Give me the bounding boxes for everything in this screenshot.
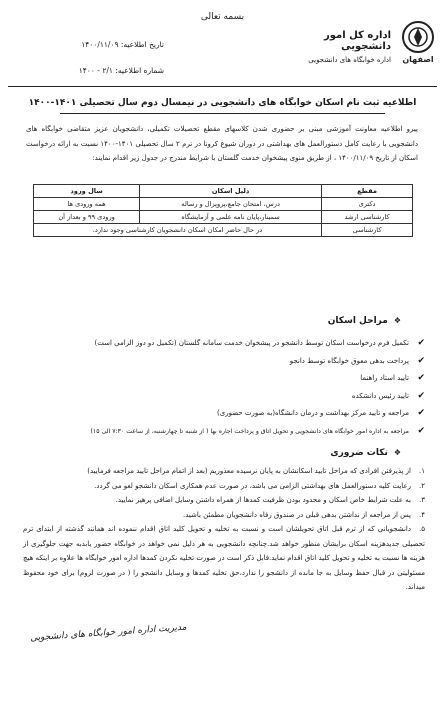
announcement-meta <box>14 32 164 84</box>
checkmark-icon: ✔ <box>417 390 425 401</box>
note-number: ۴. <box>419 510 425 519</box>
page-title: اطلاعیه ثبت نام اسکان خوابگاه های دانشجویی در نیمسال دوم سال تحصیلی ۱۴۰۱-۱۴۰۰ <box>28 98 417 108</box>
note-text: به علت شرایط خاص اسکان و محدود بودن ظرفیت کمدها از همراه داشتن وسایل اضافی پرهیز نمایید. <box>115 496 411 504</box>
bullet-icon: ❖ <box>393 316 401 325</box>
step-text: مراجعه به اداره امور خوابگاه های دانشجویی و تحویل اتاق و پرداخت اجاره بها ( از شنبه تا چهارشنبه، از ساعت ۷:۳۰ الی ۱۵) <box>90 427 409 435</box>
table-cell: ورودی ۹۹ و بعداز آن <box>34 211 140 224</box>
notes-list <box>23 464 425 595</box>
step-text: تایید رئیس دانشکده <box>351 391 409 400</box>
table-cell: در حال حاضر امکان اسکان دانشجویان کارشناسی وجود ندارد. <box>34 224 322 237</box>
table-row <box>34 224 413 237</box>
list-item <box>23 493 425 508</box>
checkmark-icon: ✔ <box>417 373 425 384</box>
list-item <box>25 370 425 388</box>
header-divider <box>8 86 437 87</box>
notes-heading <box>330 448 401 458</box>
bullet-icon: ❖ <box>393 448 401 457</box>
org-title: اداره کل امور دانشجویی <box>324 30 391 52</box>
table-cell: کارشناسی <box>322 224 413 237</box>
list-item <box>23 464 425 479</box>
step-text: تایید استاد راهنما <box>360 374 409 383</box>
checkmark-icon: ✔ <box>417 408 425 419</box>
note-number: ۲. <box>419 481 425 490</box>
table-header-row <box>34 185 413 198</box>
list-item <box>25 388 425 406</box>
list-item <box>25 335 425 353</box>
signature: مدیریت اداره امور خوابگاه های دانشجویی <box>29 622 187 644</box>
note-text: دانشجویانی که از ترم قبل اتاق تحویلشان است و نسبت به تخلیه و تحویل کلید اتاق اقدام ننموده اند همانند گذشته از ابتدای ترم تحصیلی جدیدهزینه اسکان برایشان منظور خواهد شد.چنانچه دانشجویی به هر دلیل نمی خواهد در خوابگاه حضور یابدبه جهت جلوگیری از هزینه ها نسبت به تخلیه و تحویل کلید اتاق اقدام نماید.قابل ذکر است در صورت تخلیه نکردن کمدها اداره امور خوابگاه ها علاوه بر اینکه هیچ مسئولیتی در قبال حفظ وسایل به جا مانده از دانشجو را ندارد،حق تخلیه کمدها و وسایل دانشجو را ( در صورت لزوم) برای خود محفوظ میداند. <box>23 525 425 591</box>
university-logo <box>399 20 437 66</box>
steps-heading <box>328 316 401 326</box>
note-text: پس از مراجعه از نداشتن بدهی قبلی در صندوق رفاه دانشجویان مطمئن باشید. <box>183 510 411 519</box>
notes-heading-text: نکات ضروری <box>330 448 388 458</box>
list-item <box>23 479 425 494</box>
table-cell: دکتری <box>322 198 413 211</box>
note-text: رعایت کلیه دستورالعمل های بهداشتی الزامی می باشد، در صورت عدم همکاری اسکان دانشجو لغو می گردد. <box>94 481 411 490</box>
intro-paragraph: پیرو اطلاعیه معاونت آموزشی مبنی بر حضوری شدن کلاسهای مقطع تحصیلات تکمیلی، دانشجویان عزیز متقاضی خوابگاه های دانشجویی با رعایت کامل دستورالعمل های بهداشتی در دوران شیوع کرونا در ترم ۲ سال تحصیلی ۱۴۰۱-۱۴۰۰ نسبت به ارائه درخواست اسکان از تاریخ ۱۴۰۰/۱۱/۰۹ ، از طریق منوی پیشخوان خدمت گلستان با شرایط مندرج در جدول زیر اقدام نمایند: <box>26 125 418 162</box>
table-row <box>34 198 413 211</box>
note-number: ۵. <box>419 525 425 533</box>
eligibility-table <box>33 184 413 237</box>
organization-block <box>271 30 391 64</box>
table-header-cell: مقطع <box>322 185 413 198</box>
checkmark-icon: ✔ <box>417 338 425 348</box>
checkmark-icon: ✔ <box>417 355 425 366</box>
org-subtitle: اداره خوابگاه های دانشجویی <box>308 56 391 64</box>
checkmark-icon: ✔ <box>417 425 425 436</box>
svg-text:اصفهان: اصفهان <box>402 55 434 64</box>
table-cell: درس، امتحان جامع،پروپزال و رساله <box>140 198 322 211</box>
list-item <box>25 423 425 441</box>
steps-list <box>25 335 425 441</box>
list-item <box>23 508 425 523</box>
table-header-cell: دلیل اسکان <box>140 185 322 198</box>
step-text: مراجعه و تایید مرکز بهداشت و درمان دانشگاه(به صورت حضوری) <box>217 409 409 418</box>
step-text: تکمیل فرم درخواست اسکان توسط دانشجو در پیشخوان خدمت سامانه گلستان (تکمیل دو دوز الزامی است) <box>94 339 409 347</box>
steps-heading-text: مراحل اسکان <box>327 316 388 326</box>
table-cell: همه ورودی ها <box>34 198 140 211</box>
list-item <box>25 353 425 371</box>
title-underline <box>60 113 385 114</box>
table-cell: سمینار،پایان نامه علمی و آزمایشگاه <box>140 211 322 224</box>
note-number: ۳. <box>419 496 425 504</box>
table-cell: کارشناسی ارشد <box>322 211 413 224</box>
step-text: پرداخت بدهی معوق خوابگاه توسط دانجو <box>289 356 409 365</box>
table-row <box>34 211 413 224</box>
note-text: از پذیرفتن افرادی که مراحل تایید اسکانشان به پایان نرسیده معذوریم (بعد از اتمام مراحل تایید مراجعه فرمایید) <box>87 467 411 475</box>
announcement-date: تاریخ اطلاعیه: ۱۴۰۰/۱۱/۰۹ <box>81 40 164 49</box>
table-header-cell: سال ورود <box>34 185 140 198</box>
announcement-number: شماره اطلاعیه: ۲/۱ - ۱۴۰۰ <box>78 66 164 75</box>
list-item <box>25 405 425 423</box>
note-number: ۱. <box>419 467 425 475</box>
bismillah: بسمه تعالی <box>200 12 245 22</box>
list-item <box>23 522 425 595</box>
